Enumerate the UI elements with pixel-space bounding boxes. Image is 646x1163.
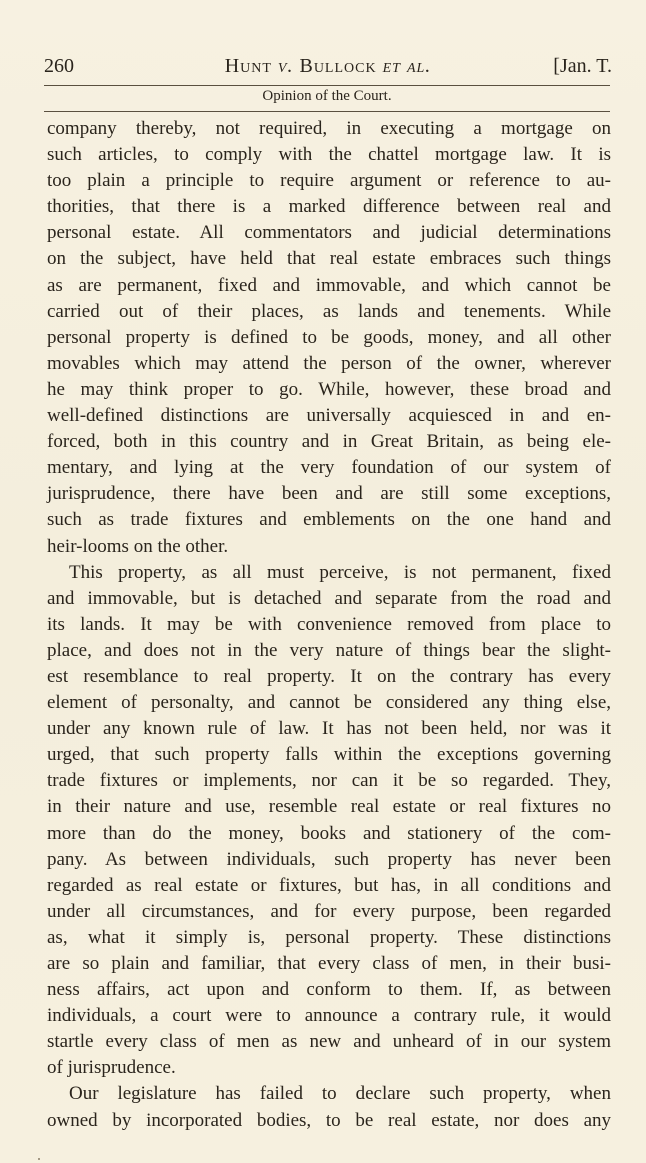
text-line: such as trade fixtures and emblements on the one hand and <box>47 509 611 531</box>
text-line: under all circumstances, and for every purpose, been regarded <box>47 900 611 922</box>
subheading-rule <box>44 111 610 112</box>
text-line: est resemblance to real property. It on the contrary has every <box>47 665 611 687</box>
text-line: forced, both in this country and in Great Britain, as being ele- <box>47 431 611 453</box>
text-line: regarded as real estate or fixtures, but has, in all conditions and <box>47 874 611 896</box>
text-line: personal estate. All commentators and judicial determinations <box>47 222 611 244</box>
text-line: urged, that such property falls within the exceptions governing <box>47 744 611 766</box>
text-line: jurisprudence, there have been and are still some exceptions, <box>47 483 611 505</box>
text-line: startle every class of men as new and unheard of in our system <box>47 1031 611 1053</box>
text-line: in their nature and use, resemble real estate or real fixtures no <box>47 796 611 818</box>
paper-speck <box>38 1158 40 1160</box>
text-line: more than do the money, books and stationery of the com- <box>47 822 611 844</box>
case-title-part2: Bullock <box>293 55 383 77</box>
text-line: and immovable, but is detached and separate from the road and <box>47 587 611 609</box>
text-line: carried out of their places, as lands and tenements. While <box>47 300 611 322</box>
text-line: element of personalty, and cannot be considered any thing else, <box>47 692 611 714</box>
text-line: under any known rule of law. It has not been held, nor was it <box>47 718 611 740</box>
term-label: [Jan. T. <box>553 55 612 77</box>
text-line: company thereby, not required, in executing a mortgage on <box>47 118 611 139</box>
running-head <box>44 55 612 79</box>
text-line: movables which may attend the person of the owner, wherever <box>47 352 611 374</box>
case-title-v: v. <box>277 55 294 77</box>
text-line: as, what it simply is, personal property. These distinctions <box>47 926 611 948</box>
text-line: of jurisprudence. <box>47 1057 176 1079</box>
text-line: owned by incorporated bodies, to be real estate, nor does any <box>47 1109 611 1131</box>
text-line: such articles, to comply with the chattel mortgage law. It is <box>47 144 611 166</box>
case-title <box>44 55 612 78</box>
case-title-part1: Hunt <box>224 55 278 77</box>
case-title-etal: et al. <box>382 55 432 77</box>
text-line: ness affairs, act upon and conform to them. If, as between <box>47 979 611 1001</box>
text-line: he may think proper to go. While, however, these broad and <box>47 378 611 400</box>
text-line: as are permanent, fixed and immovable, and which cannot be <box>47 274 611 296</box>
text-line: too plain a principle to require argument or reference to au- <box>47 170 611 192</box>
text-line: trade fixtures or implements, nor can it be so regarded. They, <box>47 770 611 792</box>
text-line: pany. As between individuals, such property has never been <box>47 848 611 870</box>
text-line: This property, as all must perceive, is not permanent, fixed <box>69 561 611 583</box>
text-line: place, and does not in the very nature of things bear the slight- <box>47 639 611 661</box>
text-line: personal property is defined to be goods, money, and all other <box>47 326 611 348</box>
text-line: on the subject, have held that real estate embraces such things <box>47 248 611 270</box>
section-subheading: Opinion of the Court. <box>262 88 392 104</box>
header-rule <box>44 85 610 86</box>
page-number: 260 <box>44 55 74 77</box>
text-line: its lands. It may be with convenience removed from place to <box>47 613 611 635</box>
opinion-body <box>47 116 611 1134</box>
text-line: mentary, and lying at the very foundation of our system of <box>47 457 611 479</box>
text-line: heir-looms on the other. <box>47 535 229 557</box>
text-line: are so plain and familiar, that every class of men, in their busi- <box>47 953 611 974</box>
text-line: well-defined distinctions are universally acquiesced in and en- <box>47 405 611 427</box>
text-line: individuals, a court were to announce a contrary rule, it would <box>47 1005 611 1027</box>
text-line: thorities, that there is a marked difference between real and <box>47 196 611 218</box>
text-line: Our legislature has failed to declare such property, when <box>69 1083 611 1105</box>
